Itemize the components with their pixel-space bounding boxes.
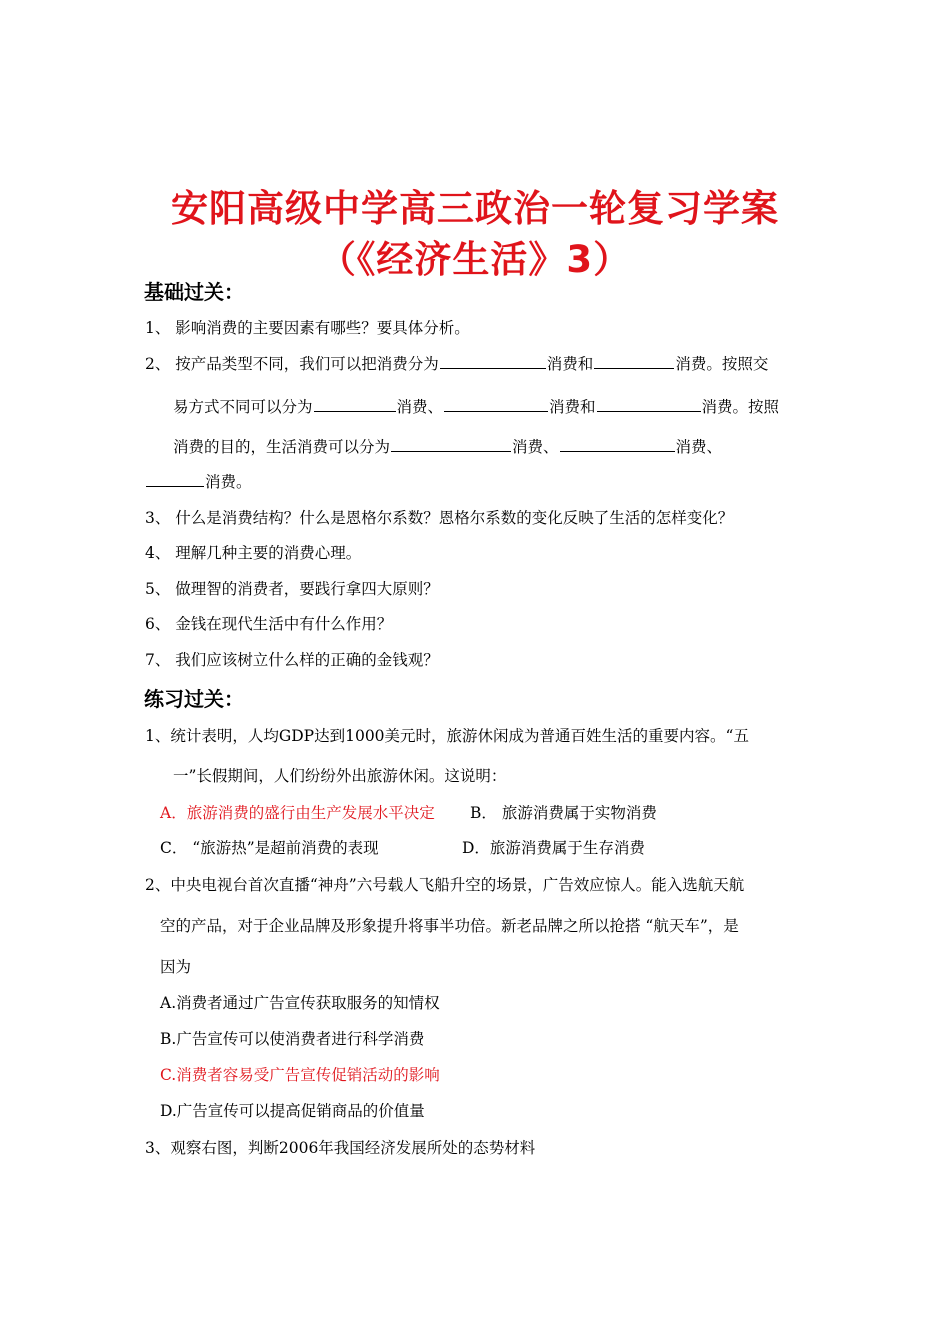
basic-question-2-line3	[173, 436, 722, 457]
basic-section-heading: 基础过关：	[144, 280, 244, 304]
practice-question-2-line3: 因为	[160, 958, 192, 976]
practice-1-option-b: B． 旅游消费属于实物消费	[470, 804, 657, 822]
page-title: 安阳高级中学高三政治一轮复习学案	[171, 187, 779, 230]
basic-question-7: 7、 我们应该树立什么样的正确的金钱观？	[145, 651, 439, 669]
practice-2-option-c: C.消费者容易受广告宣传促销活动的影响	[160, 1066, 440, 1084]
practice-1-option-c: C． “旅游热”是超前消费的表现	[160, 839, 379, 857]
question-text: 消费的目的，生活消费可以分为	[173, 438, 391, 456]
basic-question-2-line2	[173, 396, 779, 417]
question-text: 2、 按产品类型不同，我们可以把消费分为	[145, 355, 439, 373]
basic-question-2-line1	[145, 353, 768, 374]
answer-blank[interactable]	[440, 353, 546, 369]
basic-question-6: 6、 金钱在现代生活中有什么作用？	[145, 615, 393, 633]
question-text: 消费、	[512, 438, 559, 456]
answer-blank[interactable]	[444, 396, 548, 412]
practice-question-2-line2: 空的产品，对于企业品牌及形象提升将事半功倍。新老品牌之所以抢搭 “航天车”，是	[160, 917, 739, 935]
practice-question-1-line1: 1、统计表明，人均GDP达到1000美元时，旅游休闲成为普通百姓生活的重要内容。“五	[145, 727, 749, 745]
answer-blank[interactable]	[391, 436, 511, 452]
practice-question-2-line1: 2、中央电视台首次直播“神舟”六号载人飞船升空的场景，广告效应惊人。能入选航天航	[145, 876, 745, 894]
basic-question-1: 1、 影响消费的主要因素有哪些？要具体分析。	[145, 319, 470, 337]
practice-1-option-a: A．旅游消费的盛行由生产发展水平决定	[160, 804, 435, 822]
question-text: 消费、	[396, 398, 444, 416]
question-text: 消费和	[549, 398, 596, 416]
question-text: 消费。	[205, 473, 252, 491]
answer-blank[interactable]	[146, 471, 204, 487]
basic-question-2-line4	[145, 471, 252, 492]
question-text: 消费。按照	[701, 398, 780, 416]
practice-question-3: 3、观察右图，判断2006年我国经济发展所处的态势材料	[145, 1139, 536, 1157]
basic-question-4: 4、 理解几种主要的消费心理。	[145, 544, 362, 562]
basic-question-3: 3、 什么是消费结构？什么是恩格尔系数？恩格尔系数的变化反映了生活的怎样变化？	[145, 509, 734, 527]
practice-question-1-line2: 一”长假期间，人们纷纷外出旅游休闲。这说明：	[173, 767, 507, 785]
practice-section-heading: 练习过关：	[144, 687, 244, 711]
practice-1-option-d: D．旅游消费属于生存消费	[462, 839, 645, 857]
answer-blank[interactable]	[314, 396, 396, 412]
question-text: 易方式不同可以分为	[173, 398, 313, 416]
practice-2-option-b: B.广告宣传可以使消费者进行科学消费	[160, 1030, 425, 1048]
answer-blank[interactable]	[594, 353, 674, 369]
basic-question-5: 5、 做理智的消费者，要践行拿四大原则？	[145, 580, 439, 598]
practice-2-option-d: D.广告宣传可以提高促销商品的价值量	[160, 1102, 425, 1120]
question-text: 消费、	[675, 438, 723, 456]
answer-blank[interactable]	[560, 436, 675, 452]
answer-blank[interactable]	[597, 396, 701, 412]
page-subtitle: （《经济生活》3）	[318, 238, 632, 281]
question-text: 消费和	[546, 355, 594, 373]
practice-2-option-a: A.消费者通过广告宣传获取服务的知情权	[160, 994, 440, 1012]
question-text: 消费。按照交	[675, 355, 769, 373]
